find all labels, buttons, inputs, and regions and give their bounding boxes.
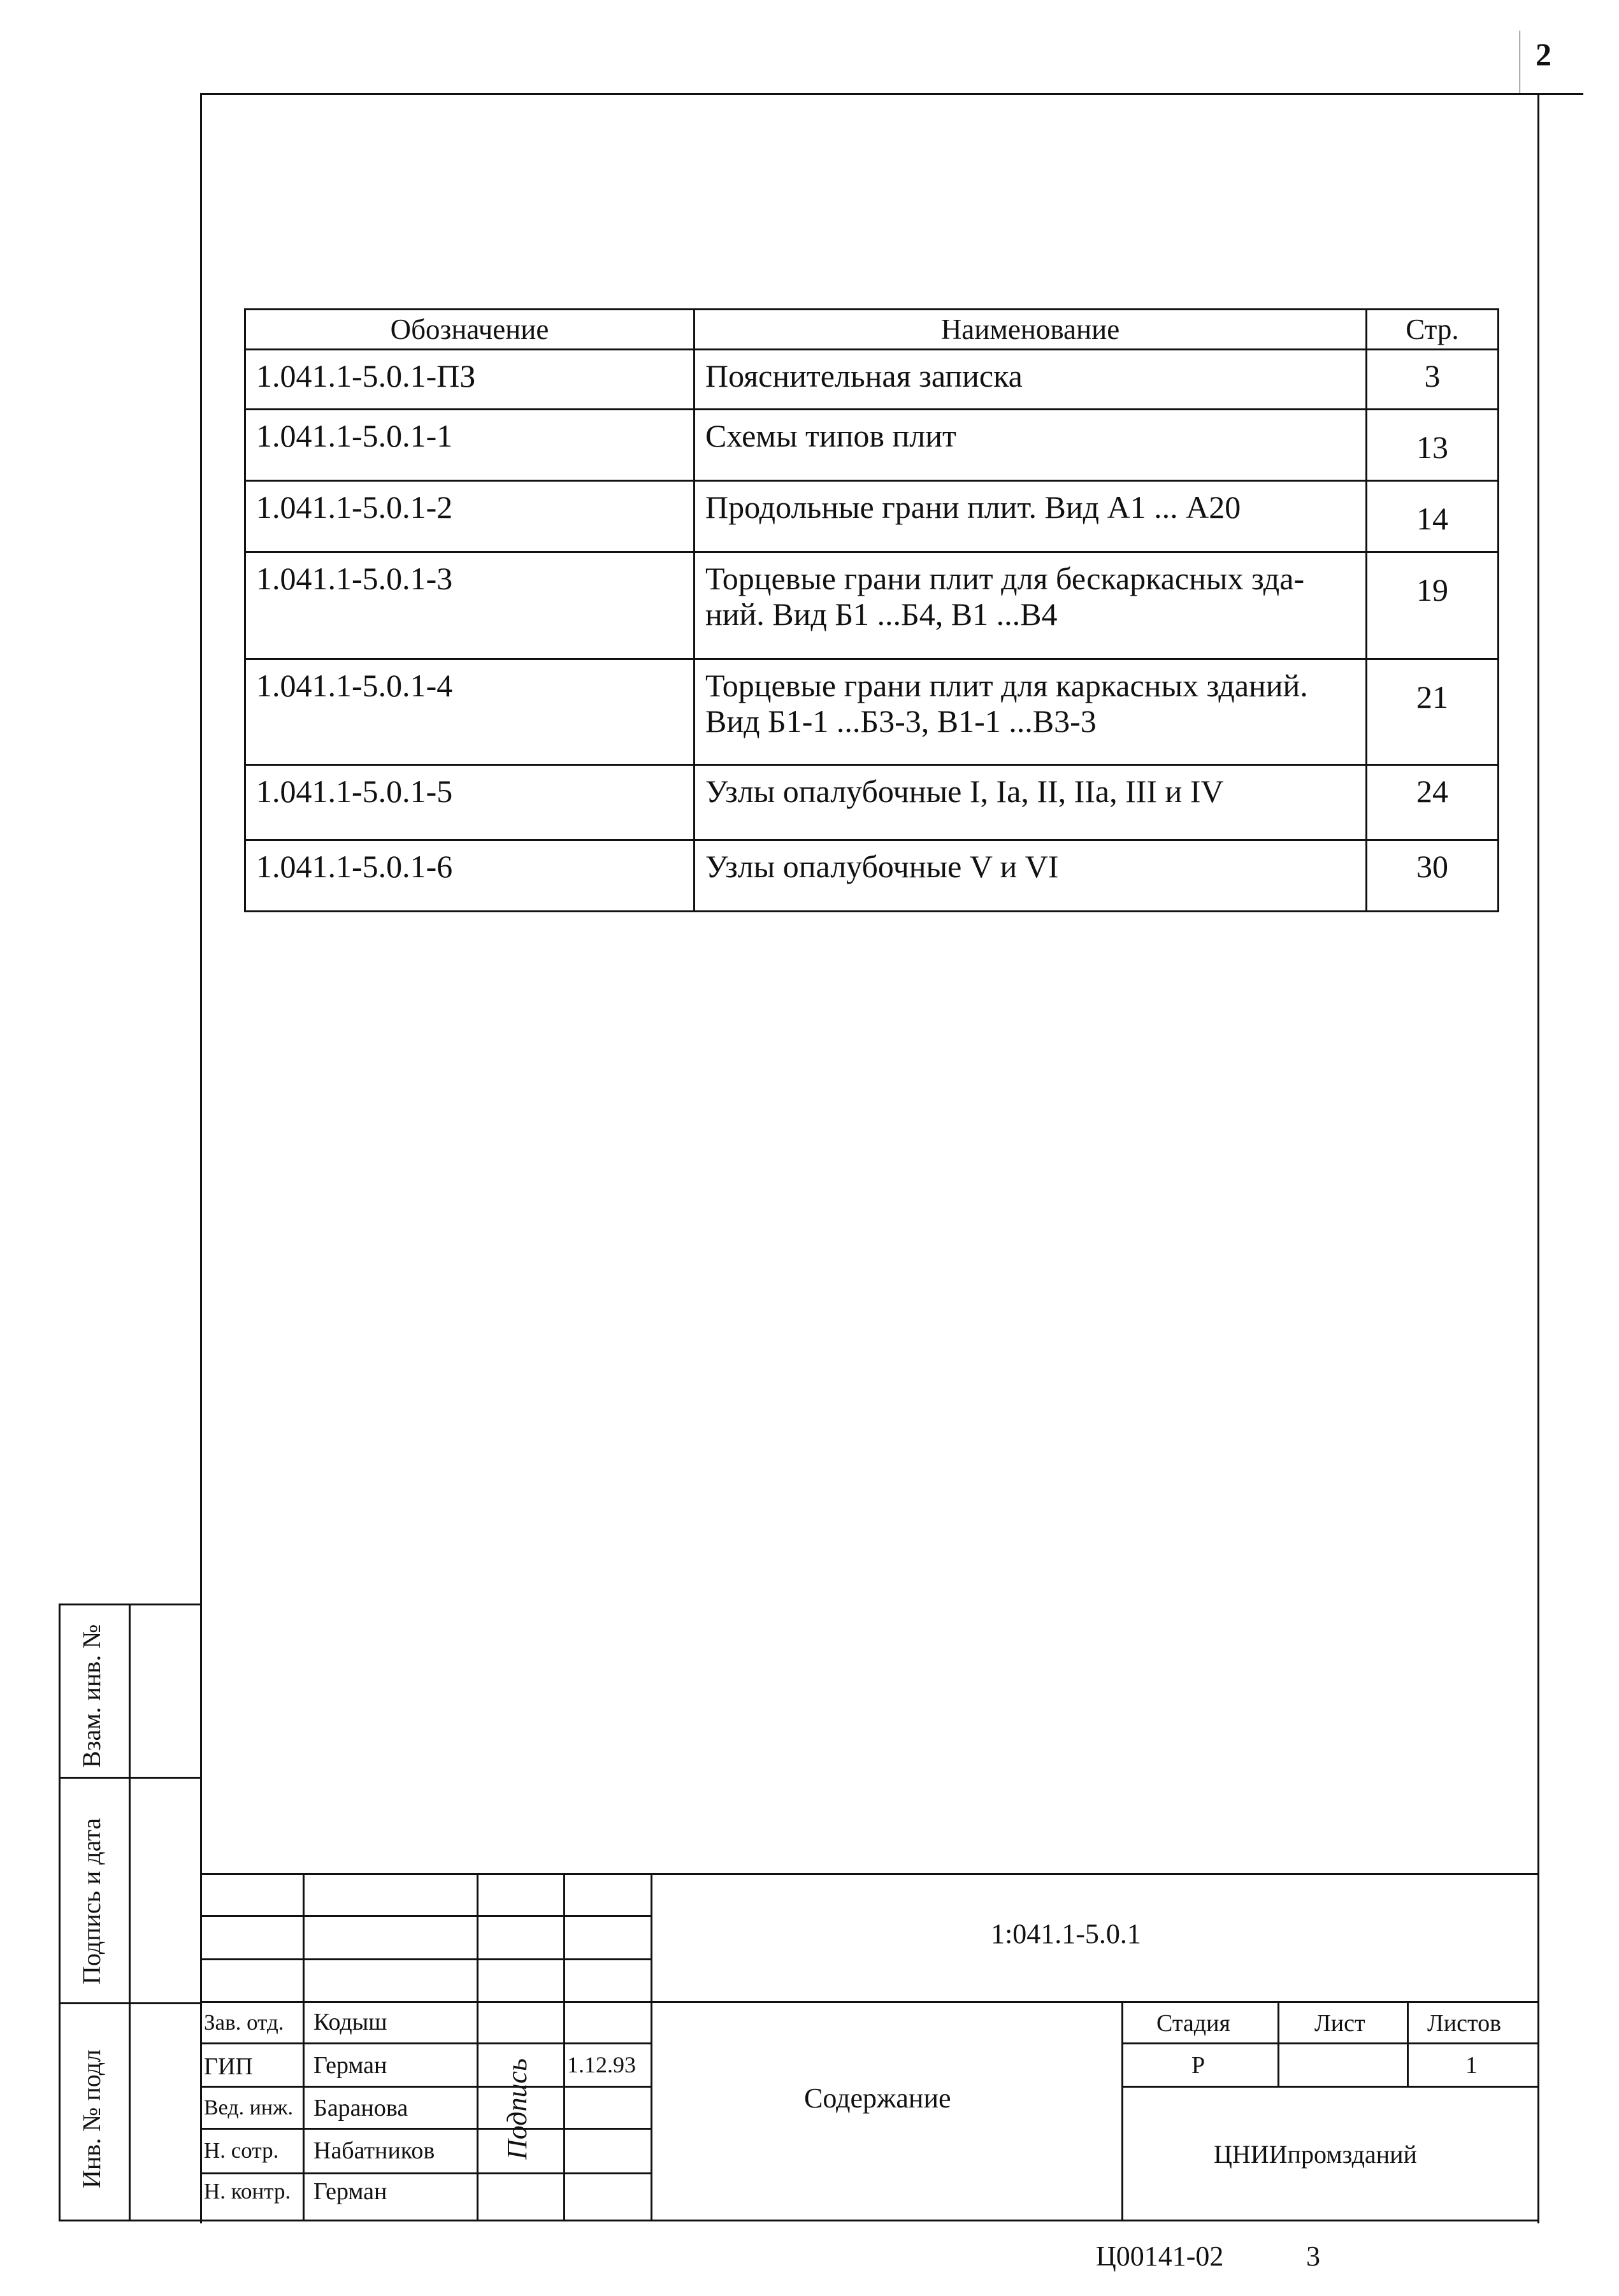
page-cell: 3	[1367, 350, 1499, 410]
table-row	[245, 659, 1499, 765]
tb-line	[1121, 2086, 1539, 2088]
contents-table	[244, 308, 1499, 912]
drawing-frame-right	[1537, 93, 1539, 2223]
name-line-2: ний. Вид Б1 ...Б4, В1 ...В4	[705, 596, 1058, 632]
sheet-title: Содержание	[804, 2083, 951, 2114]
drawing-frame-bottom	[59, 2220, 1539, 2221]
designation-header: Обозначение	[245, 310, 694, 350]
tb-line	[200, 2001, 1539, 2003]
tb-line	[200, 1915, 652, 1917]
name-line-1: Торцевые грани плит для бескаркасных зда-	[705, 561, 1305, 596]
footer-doc-code: Ц00141-02	[1096, 2241, 1224, 2272]
page-cell: 24	[1367, 765, 1499, 840]
name-cell: Схемы типов плит	[694, 410, 1367, 481]
side-strip-divider	[129, 1604, 131, 2221]
tb-vline	[477, 1873, 479, 2221]
tb-line	[200, 2042, 652, 2044]
tb-line	[1121, 2042, 1539, 2044]
signature-label: Подпись	[501, 2058, 533, 2160]
table-row	[245, 350, 1499, 410]
table-row	[245, 481, 1499, 552]
inv-podl-label: Инв. № подл	[77, 2049, 106, 2188]
page-cell: 30	[1367, 840, 1499, 912]
organization: ЦНИИпромзданий	[1214, 2140, 1417, 2169]
name-cell	[694, 659, 1367, 765]
tb-line	[200, 2086, 652, 2088]
table-row	[245, 765, 1499, 840]
contents-header-row	[245, 310, 1499, 350]
designation-cell: 1.041.1-5.0.1-5	[245, 765, 694, 840]
side-strip-line	[59, 1777, 202, 1779]
name-cell: Продольные грани плит. Вид А1 ... А20	[694, 481, 1367, 552]
tb-line	[200, 2128, 652, 2130]
person-name: Герман	[313, 2052, 387, 2079]
tb-vline	[303, 1873, 305, 2221]
title-block-top-line	[200, 1873, 1539, 1875]
role-label: Н. контр.	[204, 2179, 291, 2204]
person-name: Набатников	[313, 2137, 435, 2164]
side-strip-line	[59, 2002, 202, 2004]
name-line-2: Вид Б1-1 ...Б3-3, В1-1 ...В3-3	[705, 703, 1097, 739]
designation-cell: 1.041.1-5.0.1-6	[245, 840, 694, 912]
sheets-value: 1	[1465, 2052, 1478, 2079]
page-cell: 14	[1367, 481, 1499, 552]
role-label: ГИП	[204, 2053, 253, 2080]
podpis-data-label: Подпись и дата	[77, 1818, 106, 1984]
role-label: Зав. отд.	[204, 2010, 284, 2035]
page-cell: 21	[1367, 659, 1499, 765]
designation-cell: 1.041.1-5.0.1-1	[245, 410, 694, 481]
table-row	[245, 840, 1499, 912]
sheet-header: Лист	[1314, 2010, 1365, 2037]
tb-vline	[651, 1873, 652, 2221]
sheets-header: Листов	[1427, 2010, 1502, 2037]
name-cell: Узлы опалубочные V и VI	[694, 840, 1367, 912]
page-header: Стр.	[1367, 310, 1499, 350]
role-label: Н. сотр.	[204, 2138, 279, 2163]
table-row	[245, 552, 1499, 659]
stage-header: Стадия	[1156, 2010, 1230, 2037]
name-cell: Узлы опалубочные I, Ia, II, IIa, III и IV	[694, 765, 1367, 840]
tb-line	[200, 2172, 652, 2174]
person-name: Герман	[313, 2178, 387, 2205]
name-header: Наименование	[694, 310, 1367, 350]
page-cell: 19	[1367, 552, 1499, 659]
tb-line	[200, 1958, 652, 1960]
name-cell	[694, 552, 1367, 659]
designation-cell: 1.041.1-5.0.1-ПЗ	[245, 350, 694, 410]
tb-vline	[1121, 2001, 1123, 2221]
page-number: 2	[1536, 36, 1551, 72]
person-name: Кодыш	[313, 2009, 387, 2035]
designation-cell: 1.041.1-5.0.1-3	[245, 552, 694, 659]
stage-value: Р	[1191, 2052, 1205, 2079]
vzam-inv-label: Взам. инв. №	[77, 1624, 106, 1768]
designation-cell: 1.041.1-5.0.1-2	[245, 481, 694, 552]
name-cell: Пояснительная записка	[694, 350, 1367, 410]
tb-vline	[563, 1873, 565, 2221]
person-name: Баранова	[313, 2095, 408, 2121]
date: 1.12.93	[567, 2052, 636, 2077]
name-line-1: Торцевые грани плит для каркасных зданий.	[705, 668, 1308, 703]
document-code: 1:041.1-5.0.1	[991, 1918, 1141, 1949]
footer-page: 3	[1306, 2241, 1320, 2272]
designation-cell: 1.041.1-5.0.1-4	[245, 659, 694, 765]
role-label: Вед. инж.	[204, 2096, 294, 2120]
page-cell: 13	[1367, 410, 1499, 481]
table-row	[245, 410, 1499, 481]
